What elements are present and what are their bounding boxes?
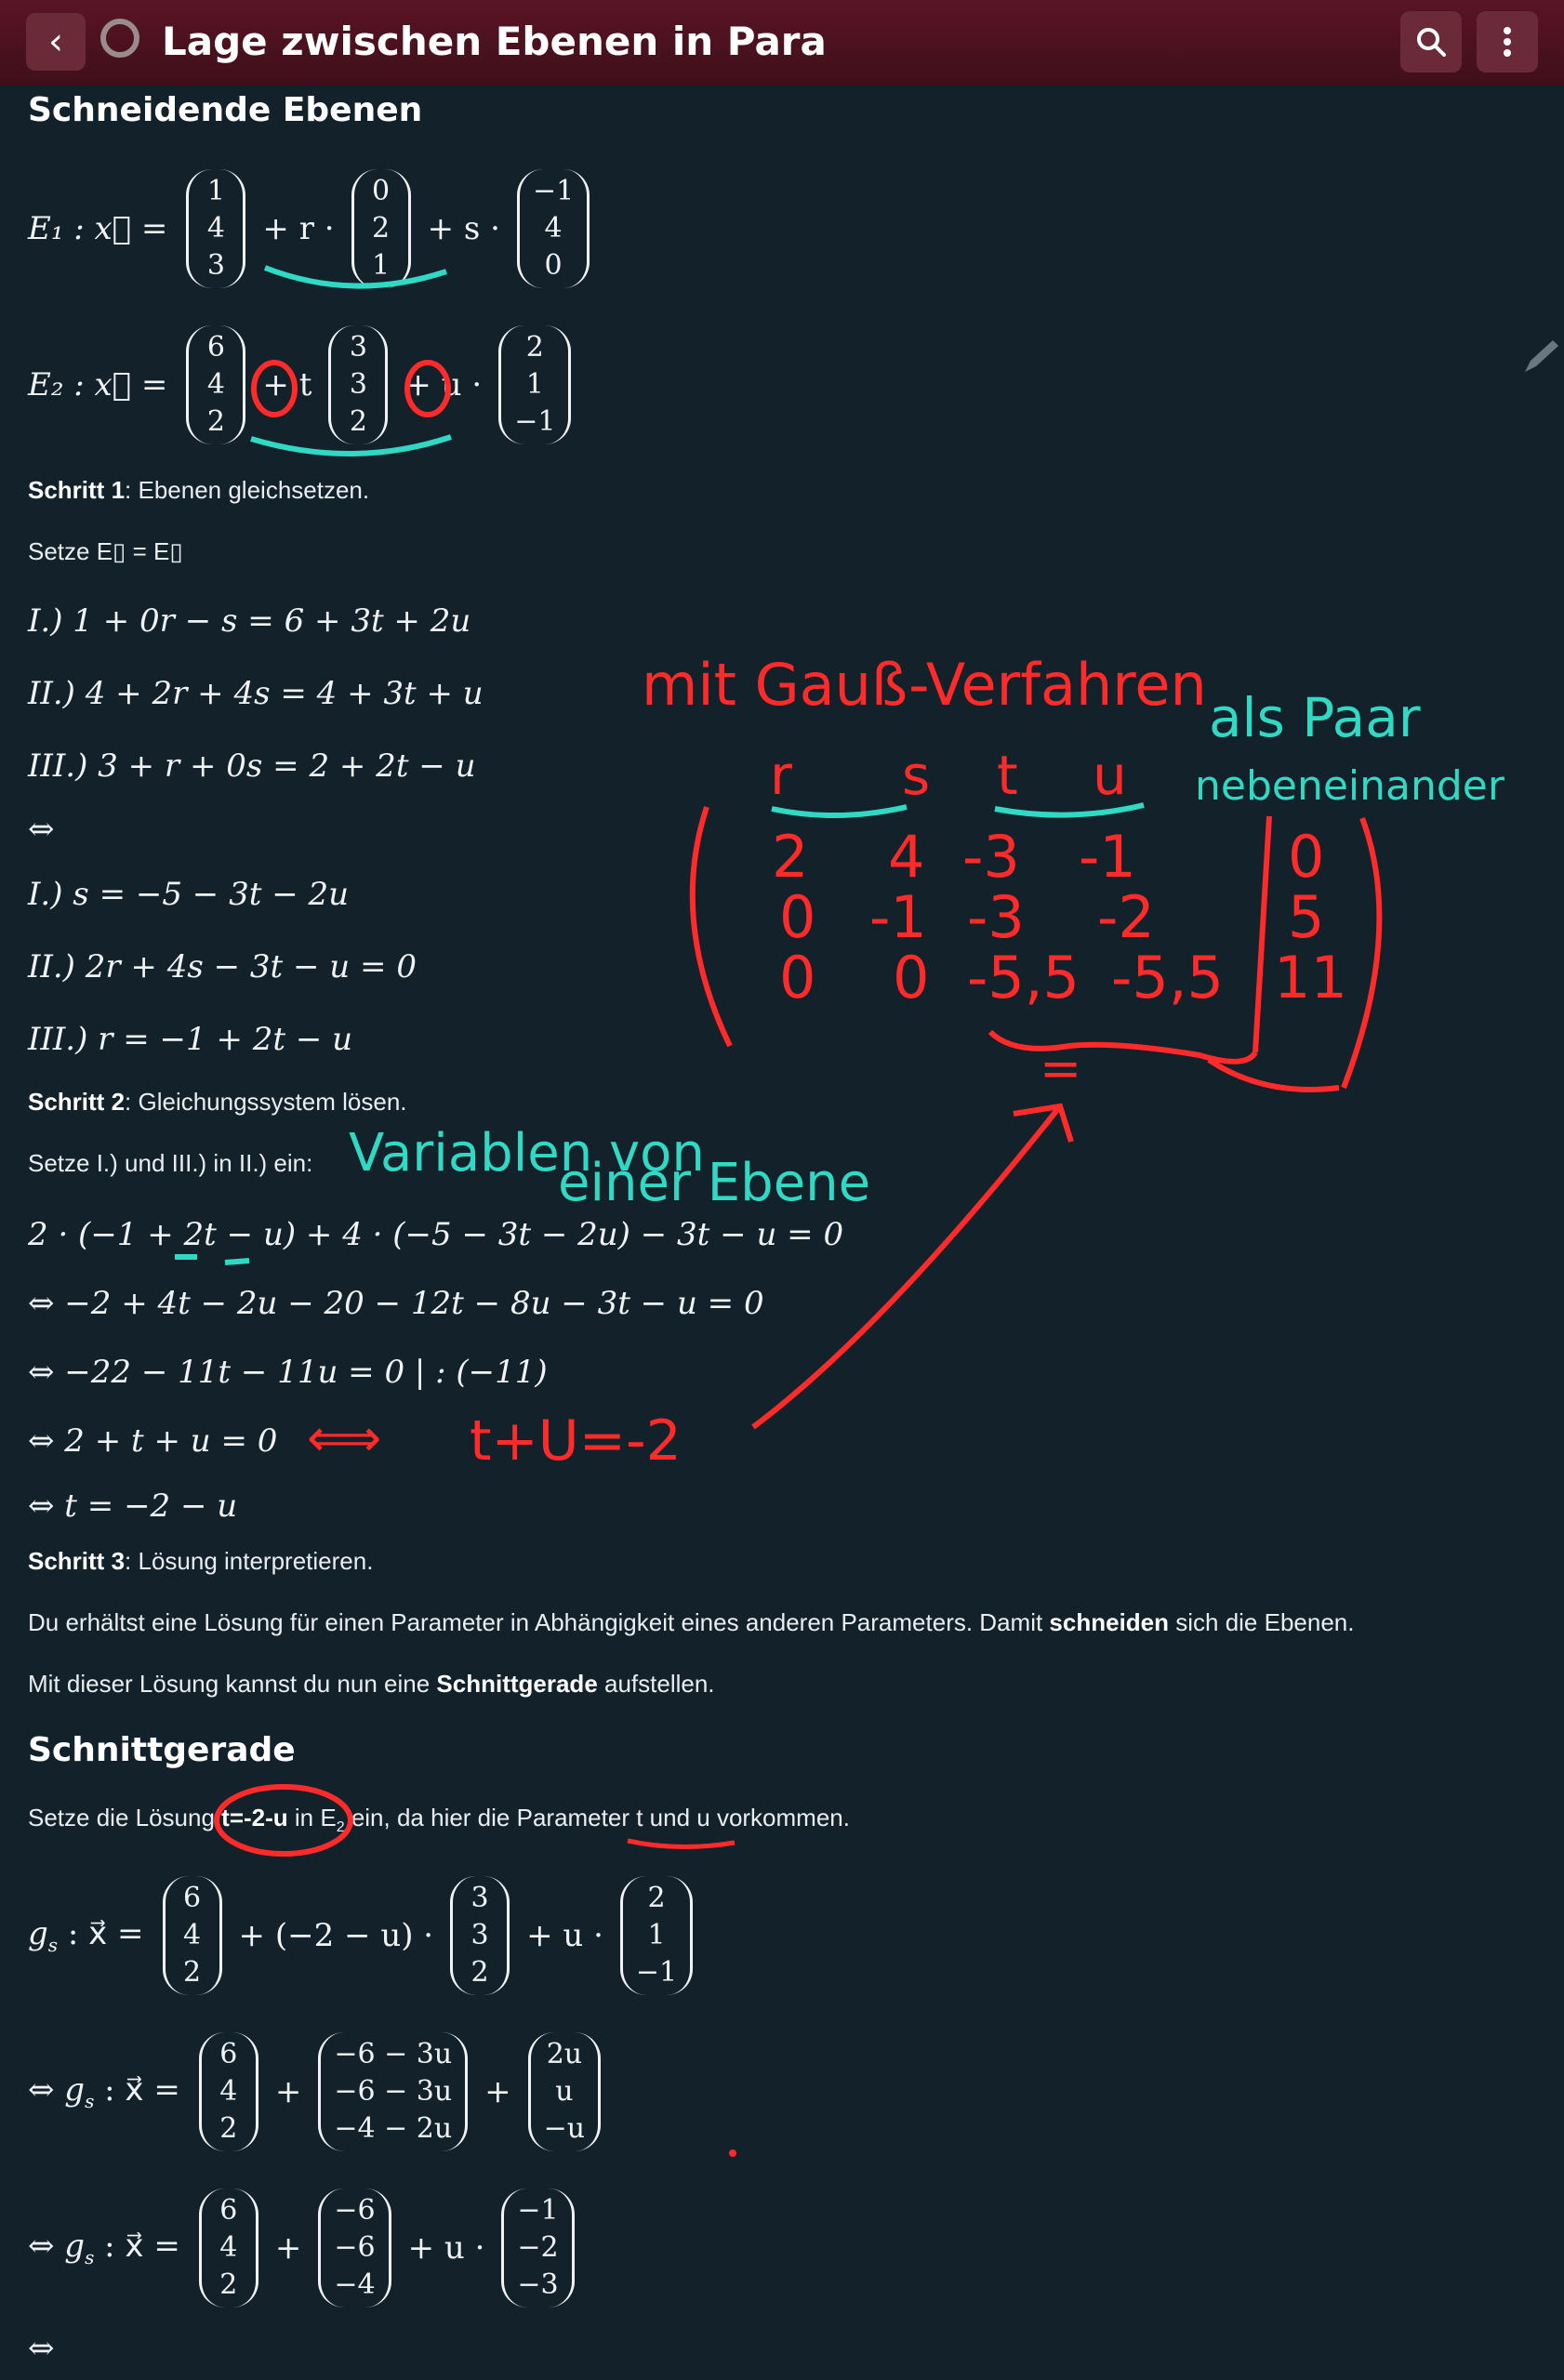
cyan-mark-u xyxy=(225,1261,249,1263)
equation-1: I.) 1 + 0r − s = 6 + 3t + 2u xyxy=(28,602,471,640)
annotation-nebeneinander: nebeneinander xyxy=(1195,762,1504,810)
e2-support-vector: 6 4 2 xyxy=(186,325,245,444)
step-2-heading: Schritt 2: Gleichungssystem lösen. xyxy=(28,1088,407,1116)
g3-support-vector: 6 4 2 xyxy=(199,2188,258,2307)
g2-operator-2: + xyxy=(484,2073,511,2110)
annotation-gauss: mit Gauß-Verfahren xyxy=(642,651,1207,719)
cyan-underline-e2 xyxy=(251,437,451,454)
g2-vector-1: −6 − 3u −6 − 3u −4 − 2u xyxy=(318,2032,468,2151)
e2-u-operator: + u · xyxy=(404,366,483,403)
red-circle-solution xyxy=(217,1787,351,1854)
g2-support-vector: 6 4 2 xyxy=(199,2032,258,2151)
matrix-col-u: u xyxy=(1093,744,1127,807)
matrix-cell: -2 xyxy=(1097,883,1155,951)
matrix-cell: 4 xyxy=(888,823,925,891)
step-3-heading: Schritt 3: Lösung interpretieren. xyxy=(28,1547,374,1575)
e1-direction-s: −1 4 0 xyxy=(517,169,590,288)
g1-label: $g_s$ : x⃗ = xyxy=(28,1915,144,1956)
red-circle-t xyxy=(254,363,295,415)
matrix-cell: -1 xyxy=(869,883,927,951)
calc-line-4: ⇔ 2 + t + u = 0 xyxy=(28,1422,278,1460)
g1-vector-2: 2 1 −1 xyxy=(620,1876,693,1995)
interpretation-text: Du erhältst eine Lösung für einen Parameter in Abhängigkeit eines anderen Parameters. Damit schneiden sich die Ebenen. xyxy=(28,1608,1355,1636)
section-title: Schneidende Ebenen xyxy=(28,91,423,129)
cyan-underline-rs xyxy=(772,807,907,815)
g3-vector-2: −1 −2 −3 xyxy=(501,2188,574,2307)
chevron-left-icon: ‹ xyxy=(48,20,63,63)
e1-label: E₁ : x⃗ = xyxy=(28,210,168,247)
equation-6: III.) r = −1 + 2t − u xyxy=(28,1021,353,1058)
matrix-rhs: 11 xyxy=(1274,944,1347,1012)
page-title: Lage zwischen Ebenen in Para xyxy=(162,19,827,64)
matrix-cell: 0 xyxy=(779,883,816,951)
annotation-variablen-2: einer Ebene xyxy=(558,1153,871,1213)
annotation-variablen-1: Variablen von xyxy=(349,1123,705,1183)
substitute-text: Setze I.) und III.) in II.) ein: xyxy=(28,1149,313,1177)
augment-line xyxy=(1255,816,1269,1052)
equation-2: II.) 4 + 2r + 4s = 4 + 3t + u xyxy=(28,675,484,712)
e1-s-operator: + s · xyxy=(427,210,500,247)
equation-4: I.) s = −5 − 3t − 2u xyxy=(28,876,350,913)
matrix-cell: -5,5 xyxy=(967,944,1080,1012)
calc-line-5: ⇔ t = −2 − u xyxy=(28,1488,238,1525)
e2-direction-t: 3 3 2 xyxy=(328,325,388,444)
matrix-col-r: r xyxy=(770,744,792,807)
e1-support-vector: 1 4 3 xyxy=(186,169,245,288)
equivalence-symbol-end: ⇔ xyxy=(28,2330,55,2367)
matrix-col-t: t xyxy=(997,744,1018,807)
annotation-equiv-arrow: ⟺ xyxy=(307,1408,382,1469)
red-underline-tu xyxy=(628,1841,735,1847)
step-1-heading: Schritt 1: Ebenen gleichsetzen. xyxy=(28,476,370,504)
matrix-cell: -3 xyxy=(962,823,1020,891)
e2-t-operator: + t xyxy=(262,366,312,403)
g1-operator-1: + (−2 − u) · xyxy=(238,1917,434,1954)
g2-operator-1: + xyxy=(274,2073,302,2110)
cyan-underline-e1 xyxy=(265,268,446,286)
matrix-rhs: 0 xyxy=(1288,823,1325,891)
brace-under-row-2 xyxy=(1209,1060,1339,1090)
e2-label: E₂ : x⃗ = xyxy=(28,366,168,403)
red-arrow-head xyxy=(1014,1106,1071,1142)
g1-operator-2: + u · xyxy=(526,1917,603,1954)
matrix-rhs: 5 xyxy=(1288,883,1325,951)
matrix-cell: 0 xyxy=(779,944,816,1012)
matrix-left-bracket xyxy=(693,807,730,1046)
schnittgerade-intro-text: Mit dieser Lösung kannst du nun eine Schnittgerade aufstellen. xyxy=(28,1670,715,1698)
set-equal-text: Setze E▯ = E▯ xyxy=(28,537,183,565)
e1-direction-r: 0 2 1 xyxy=(351,169,411,288)
g3-operator-2: + u · xyxy=(407,2229,485,2267)
g2-label: ⇔ $g_s$ : x⃗ = xyxy=(28,2071,180,2112)
matrix-col-s: s xyxy=(902,744,931,807)
matrix-cell: -1 xyxy=(1079,823,1136,891)
annotation-equals: = xyxy=(1040,1039,1082,1098)
g1-support-vector: 6 4 2 xyxy=(163,1876,222,1995)
brace-under-row xyxy=(990,1032,1255,1062)
g3-label: ⇔ $g_s$ : x⃗ = xyxy=(28,2228,180,2268)
red-circle-u xyxy=(407,363,448,415)
section-title-schnittgerade: Schnittgerade xyxy=(28,1731,296,1769)
equation-5: II.) 2r + 4s − 3t − u = 0 xyxy=(28,948,417,985)
e1-r-operator: + r · xyxy=(262,210,335,247)
annotation-t-plus-u: t+U=-2 xyxy=(470,1408,682,1474)
equation-3: III.) 3 + r + 0s = 2 + 2t − u xyxy=(28,747,476,785)
equivalence-symbol: ⇔ xyxy=(28,811,55,848)
matrix-cell: -3 xyxy=(967,883,1025,951)
calc-line-3: ⇔ −22 − 11t − 11u = 0 | : (−11) xyxy=(28,1354,548,1391)
g2-vector-2: 2u u −u xyxy=(528,2032,601,2151)
matrix-cell: -5,5 xyxy=(1111,944,1224,1012)
insert-solution-text: Setze die Lösung t=-2-u in $E_2$ ein, da hier die Parameter t und u vorkommen. xyxy=(28,1804,850,1836)
matrix-cell: 2 xyxy=(772,823,809,891)
calc-line-2: ⇔ −2 + 4t − 2u − 20 − 12t − 8u − 3t − u = 0 xyxy=(28,1285,764,1322)
g1-vector-1: 3 3 2 xyxy=(450,1876,510,1995)
calc-line-1: 2 · (−1 + 2t − u) + 4 · (−5 − 3t − 2u) − 3t − u = 0 xyxy=(28,1216,844,1253)
annotation-als-paar: als Paar xyxy=(1209,686,1421,749)
g3-operator-1: + xyxy=(274,2229,302,2267)
red-dot xyxy=(729,2149,736,2157)
matrix-cell: 0 xyxy=(893,944,930,1012)
g3-vector-1: −6 −6 −4 xyxy=(318,2188,391,2307)
matrix-right-bracket xyxy=(1344,818,1379,1088)
e2-direction-u: 2 1 −1 xyxy=(498,325,571,444)
